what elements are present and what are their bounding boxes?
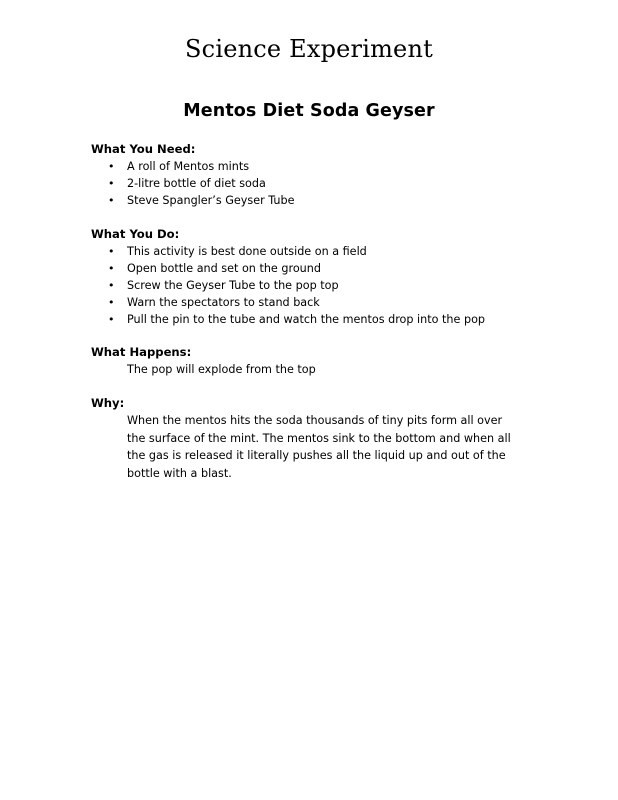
bullet-icon: • (108, 160, 115, 173)
list-item-text: Screw the Geyser Tube to the pop top (127, 279, 339, 292)
what-you-need-section (91, 141, 551, 209)
list-item (91, 294, 551, 311)
bullet-icon: • (108, 177, 115, 190)
what-you-need-list (91, 158, 551, 209)
list-item (91, 277, 551, 294)
list-item (91, 243, 551, 260)
list-item (91, 192, 551, 209)
experiment-title: Mentos Diet Soda Geyser (183, 101, 435, 121)
bullet-icon: • (108, 279, 115, 292)
list-item-text: Steve Spangler’s Geyser Tube (127, 194, 295, 207)
list-item (91, 311, 551, 328)
why-section (91, 395, 551, 482)
what-happens-heading: What Happens: (91, 345, 192, 359)
list-item (91, 158, 551, 175)
list-item (91, 260, 551, 277)
what-you-do-list (91, 243, 551, 328)
what-you-need-heading: What You Need: (91, 142, 196, 156)
list-item-text: Warn the spectators to stand back (127, 296, 320, 309)
bullet-icon: • (108, 296, 115, 309)
why-paragraph (91, 412, 527, 482)
bullet-icon: • (108, 194, 115, 207)
list-item (91, 175, 551, 192)
paragraph-line: the gas is released it literally pushes all the liquid up and out of the (127, 449, 506, 462)
list-item-text: Open bottle and set on the ground (127, 262, 321, 275)
list-item-text: This activity is best done outside on a field (127, 245, 367, 258)
what-happens-text: The pop will explode from the top (127, 363, 316, 376)
bullet-icon: • (108, 262, 115, 275)
bullet-icon: • (108, 245, 115, 258)
paragraph-line: When the mentos hits the soda thousands of tiny pits form all over (127, 414, 503, 427)
paragraph-line: the surface of the mint. The mentos sink to the bottom and when all (127, 431, 511, 445)
paragraph-line: bottle with a blast. (127, 466, 232, 480)
what-happens-section (91, 344, 551, 378)
list-item-text: 2-litre bottle of diet soda (127, 177, 266, 190)
bullet-icon: • (108, 313, 115, 326)
document-title: Science Experiment (185, 35, 433, 63)
why-heading: Why: (91, 396, 125, 410)
list-item-text: Pull the pin to the tube and watch the mentos drop into the pop (127, 313, 486, 326)
what-you-do-heading: What You Do: (91, 227, 180, 241)
what-you-do-section (91, 226, 551, 328)
list-item-text: A roll of Mentos mints (127, 160, 250, 173)
